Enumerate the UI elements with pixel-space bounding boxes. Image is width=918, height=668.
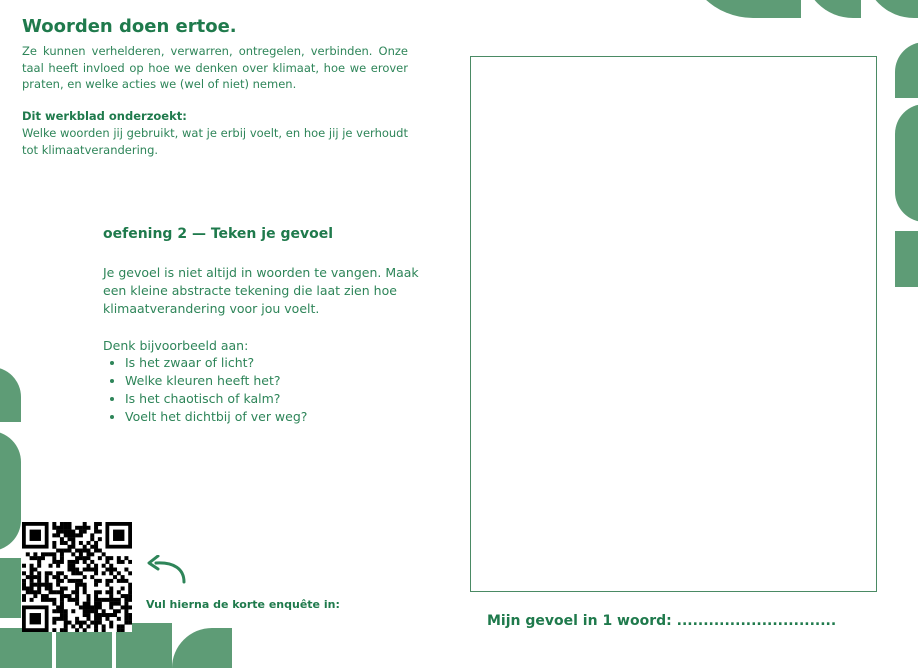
decor-shape-bottom-1: [0, 628, 52, 668]
decor-shape-top-3: [864, 0, 918, 18]
decor-shape-left-2: [0, 431, 21, 551]
list-item: • Welke kleuren heeft het?: [125, 372, 307, 390]
qr-code-graphic: [22, 522, 132, 632]
decor-shape-bottom-4: [172, 628, 232, 668]
intro-text: Ze kunnen verhelderen, verwarren, ontregelen, verbinden. Onze taal heeft invloed op hoe we denken over klimaat, hoe we erover praten, en welke acties we (wel of niet) nemen.: [22, 44, 408, 91]
curved-arrow-icon: [146, 555, 190, 585]
exercise-prompt-list: [103, 354, 307, 426]
decor-shape-left-1: [0, 367, 21, 422]
survey-label: Vul hierna de korte enquête in:: [146, 598, 340, 611]
list-item: • Is het chaotisch of kalm?: [125, 390, 307, 408]
exercise-title: oefening 2 — Teken je gevoel: [103, 226, 333, 242]
decor-shape-right-2: [895, 104, 918, 222]
decor-shape-top-2: [803, 0, 861, 18]
decor-shape-right-1: [895, 42, 918, 98]
decor-shape-bottom-2: [56, 628, 112, 668]
list-item: • Voelt het dichtbij of ver weg?: [125, 408, 307, 426]
exercise-body: Je gevoel is niet altijd in woorden te vangen. Maak een kleine abstracte tekening die laat zien hoe klimaatverandering voor jou voelt.: [103, 265, 419, 316]
exercise-lead: Denk bijvoorbeeld aan:: [103, 338, 249, 353]
feeling-word-prompt: Mijn gevoel in 1 woord: ..............................: [487, 613, 837, 629]
decor-shape-right-3: [895, 231, 918, 287]
worksheet-text: Welke woorden jij gebruikt, wat je erbij voelt, en hoe jij je verhoudt tot klimaatverandering.: [22, 126, 408, 157]
worksheet-heading: Dit werkblad onderzoekt:: [22, 109, 187, 123]
decor-shape-top-1: [683, 0, 801, 18]
list-item: • Is het zwaar of licht?: [125, 354, 307, 372]
page-title: Woorden doen ertoe.: [22, 16, 237, 37]
survey-qr-code[interactable]: [22, 522, 132, 632]
drawing-area[interactable]: [470, 56, 877, 592]
decor-shape-left-3: [0, 558, 21, 618]
